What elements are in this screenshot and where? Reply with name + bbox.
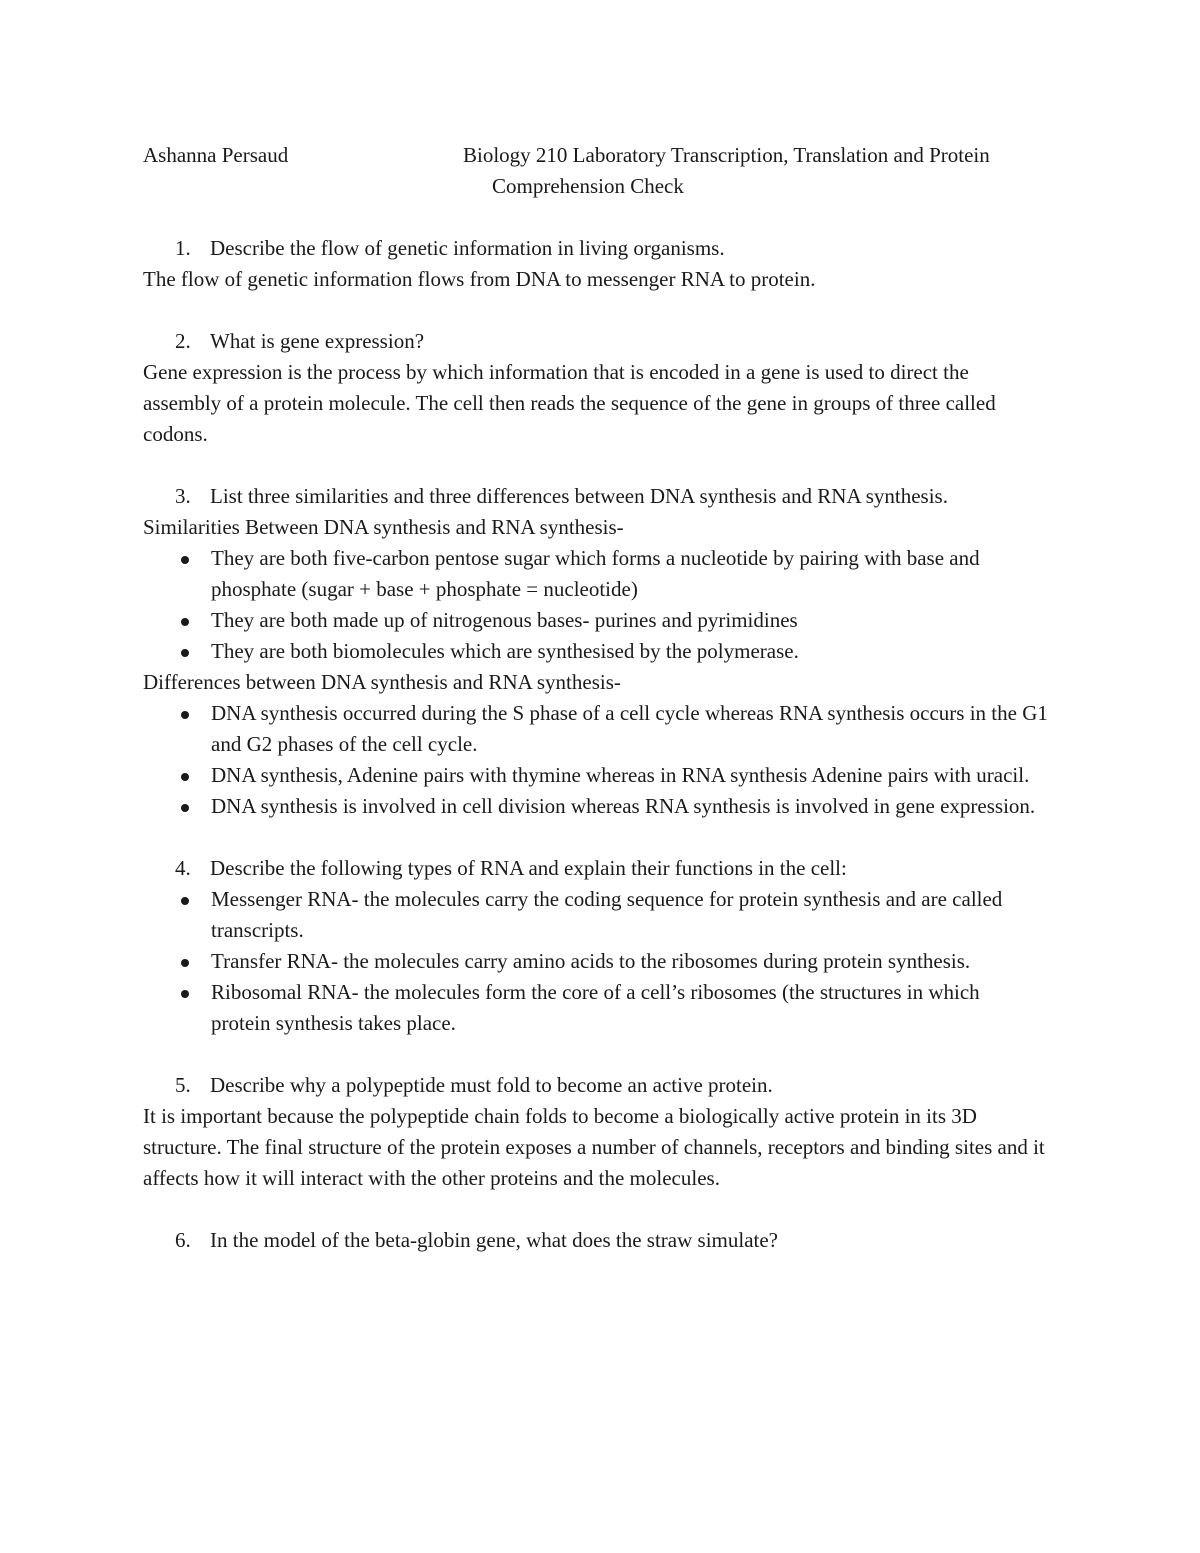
question-text: Describe the flow of genetic information in living organisms. [210,236,725,260]
answer-1: The flow of genetic information flows from DNA to messenger RNA to protein. [143,267,816,291]
bullet-icon [181,990,189,998]
answer-2: Gene expression is the process by which information that is encoded in a gene is used to direct the assembly of a protein molecule. The cell then reads the sequence of the gene in groups of three called codons. [143,360,996,446]
list-item: Messenger RNA- the molecules carry the coding sequence for protein synthesis and are called transcripts. [143,884,1073,946]
bullet-icon [181,556,189,564]
similarities-list [143,543,1073,667]
question-number: 5. [175,1073,191,1097]
question-number: 1. [175,236,191,260]
document-title: Biology 210 Laboratory Transcription, Translation and Protein [463,143,990,167]
list-item: They are both made up of nitrogenous bases- purines and pyrimidines [143,605,1073,636]
differences-heading: Differences between DNA synthesis and RNA synthesis- [143,670,621,694]
list-item: DNA synthesis occurred during the S phase of a cell cycle whereas RNA synthesis occurs in the G1 and G2 phases of the cell cycle. [143,698,1073,760]
list-item: They are both five-carbon pentose sugar which forms a nucleotide by pairing with base and phosphate (sugar + base + phosphate = nucleotide) [143,543,1073,605]
question-text: Describe the following types of RNA and explain their functions in the cell: [210,856,847,880]
differences-list [143,698,1073,822]
question-text: List three similarities and three differences between DNA synthesis and RNA synthesis. [210,484,948,508]
question-text: What is gene expression? [210,329,425,353]
bullet-icon [181,711,189,719]
similarities-heading: Similarities Between DNA synthesis and RNA synthesis- [143,515,624,539]
author-name: Ashanna Persaud [143,143,289,167]
question-number: 2. [175,329,191,353]
question-3 [143,481,1073,512]
question-number: 6. [175,1228,191,1252]
bullet-icon [181,804,189,812]
list-item: Transfer RNA- the molecules carry amino acids to the ribosomes during protein synthesis. [143,946,1073,977]
bullet-icon [181,897,189,905]
question-text: In the model of the beta-globin gene, what does the straw simulate? [210,1228,778,1252]
question-5 [143,1070,1073,1101]
question-number: 4. [175,856,191,880]
list-item: DNA synthesis is involved in cell division whereas RNA synthesis is involved in gene expression. [143,791,1073,822]
list-item: DNA synthesis, Adenine pairs with thymine whereas in RNA synthesis Adenine pairs with uracil. [143,760,1073,791]
question-2 [143,326,1073,357]
document-subtitle: Comprehension Check [492,174,684,198]
rna-types-list [143,884,1073,1039]
bullet-icon [181,959,189,967]
answer-5: It is important because the polypeptide chain folds to become a biologically active protein in its 3D structure. The final structure of the protein exposes a number of channels, receptors and binding sites and it affects how it will interact with the other proteins and the molecules. [143,1104,1045,1190]
question-text: Describe why a polypeptide must fold to become an active protein. [210,1073,773,1097]
document-header [0,140,1200,202]
bullet-icon [181,618,189,626]
list-item: Ribosomal RNA- the molecules form the core of a cell’s ribosomes (the structures in which protein synthesis takes place. [143,977,1073,1039]
question-number: 3. [175,484,191,508]
bullet-icon [181,773,189,781]
document-body [143,233,1073,1256]
question-6 [143,1225,1073,1256]
bullet-icon [181,649,189,657]
question-4 [143,853,1073,884]
question-1 [143,233,1073,264]
list-item: They are both biomolecules which are synthesised by the polymerase. [143,636,1073,667]
